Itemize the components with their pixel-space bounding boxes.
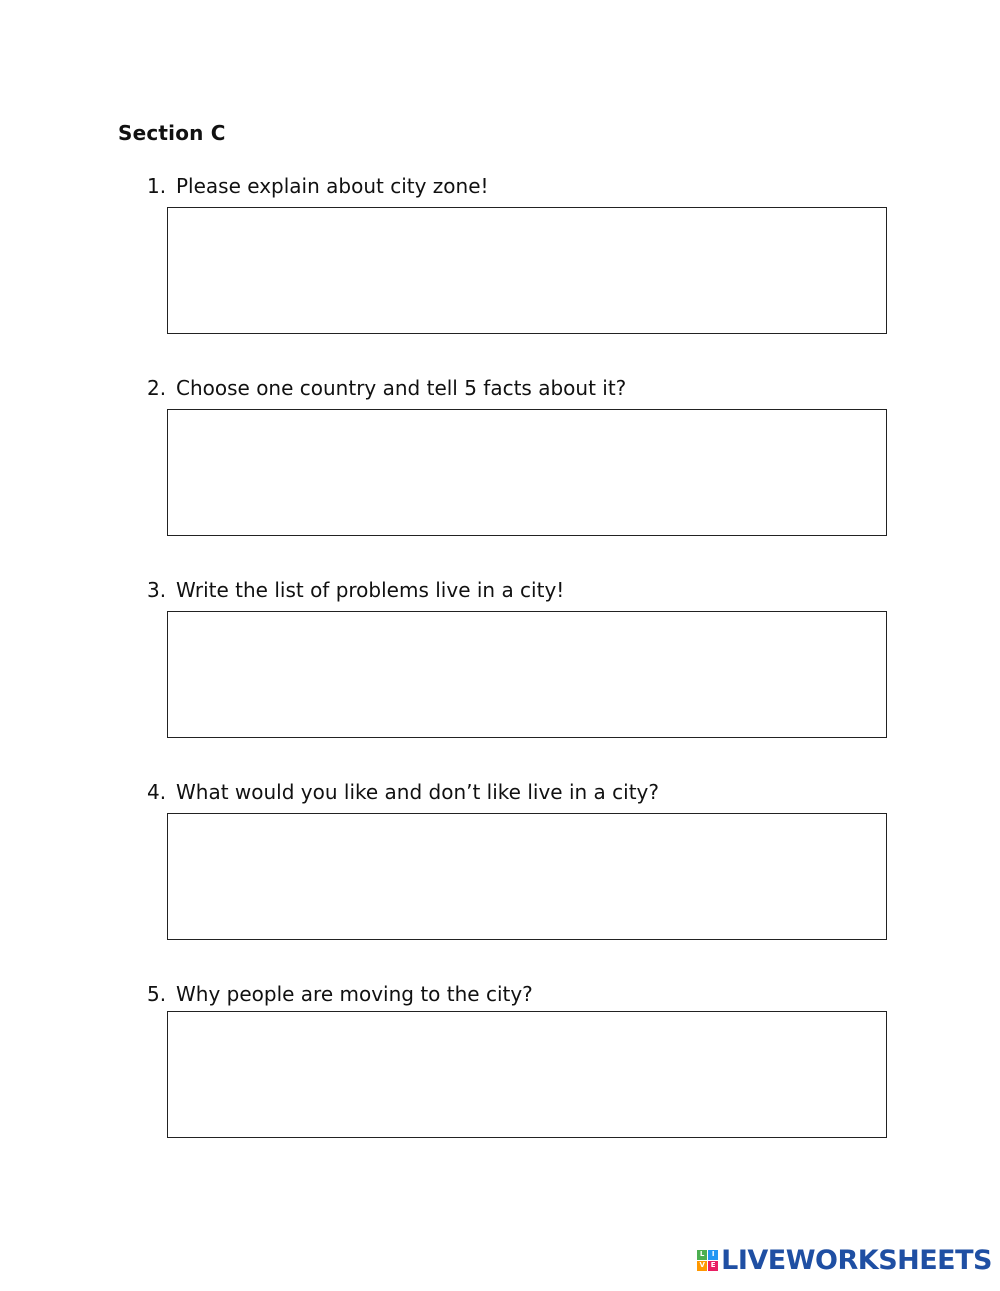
question-3 <box>147 578 564 602</box>
question-5-text: Why people are moving to the city? <box>176 982 533 1006</box>
question-1-number: 1. <box>147 174 167 198</box>
liveworksheets-brand-text: LIVEWORKSHEETS <box>721 1244 992 1276</box>
logo-letter-i: I <box>708 1250 718 1260</box>
question-3-text: Write the list of problems live in a city! <box>176 578 565 602</box>
question-1 <box>147 174 489 198</box>
question-2-text: Choose one country and tell 5 facts about it? <box>176 376 627 400</box>
answer-box-5[interactable] <box>167 1011 887 1138</box>
logo-letter-e: E <box>708 1261 718 1271</box>
question-4-text: What would you like and don’t like live in a city? <box>176 780 659 804</box>
liveworksheets-logo-icon <box>697 1250 718 1271</box>
question-4-number: 4. <box>147 780 167 804</box>
logo-letter-l: L <box>697 1250 707 1260</box>
answer-box-4[interactable] <box>167 813 887 940</box>
question-2-number: 2. <box>147 376 167 400</box>
section-title: Section C <box>118 121 226 145</box>
question-5-number: 5. <box>147 982 167 1006</box>
question-5 <box>147 982 533 1006</box>
logo-letter-v: V <box>697 1261 707 1271</box>
question-1-text: Please explain about city zone! <box>176 174 489 198</box>
answer-box-3[interactable] <box>167 611 887 738</box>
liveworksheets-logo <box>697 1245 992 1275</box>
question-4 <box>147 780 659 804</box>
question-3-number: 3. <box>147 578 167 602</box>
answer-box-1[interactable] <box>167 207 887 334</box>
answer-box-2[interactable] <box>167 409 887 536</box>
question-2 <box>147 376 626 400</box>
